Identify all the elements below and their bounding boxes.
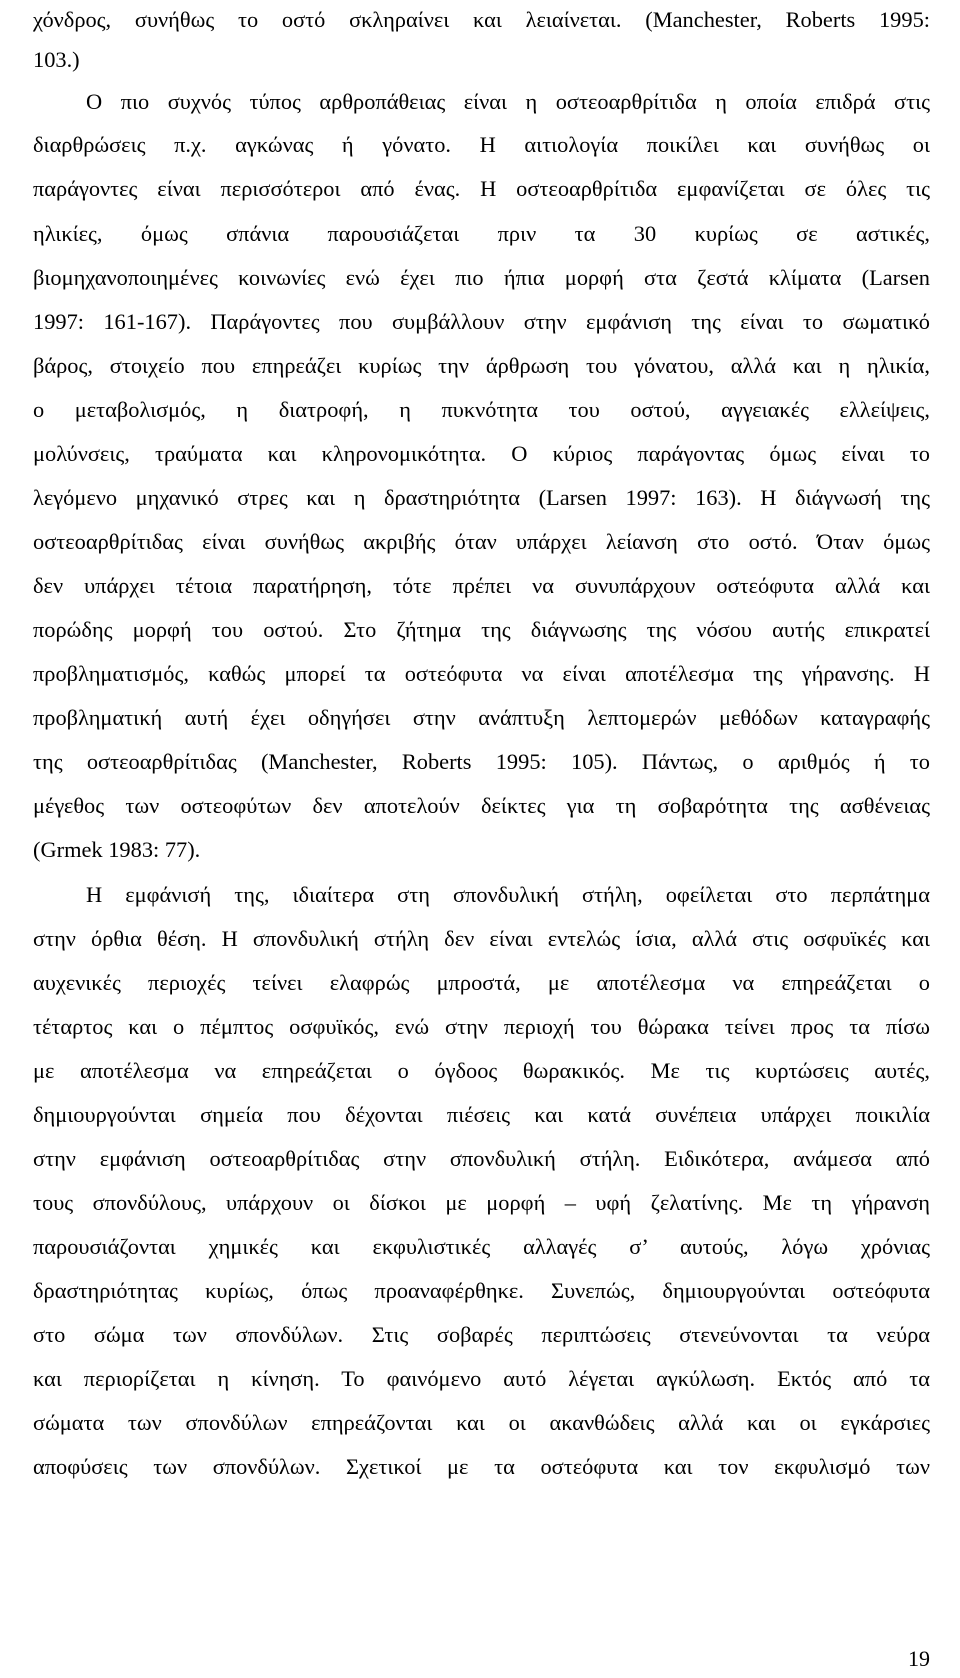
text-line: στην όρθια θέση. Η σπονδυλική στήλη δεν είναι εντελώς ίσια, αλλά στις οσφυϊκές και <box>33 926 930 951</box>
text-line: δραστηριότητας κυρίως, όπως προαναφέρθηκε. Συνεπώς, δημιουργούνται οστεόφυτα <box>33 1278 930 1303</box>
text-line: αποφύσεις των σπονδύλων. Σχετικοί με τα οστεόφυτα και τον εκφυλισμό των <box>33 1454 930 1479</box>
text-line: αυχενικές περιοχές τείνει ελαφρώς μπροστά, με αποτέλεσμα να επηρεάζεται ο <box>33 970 930 995</box>
text-line: (Grmek 1983: 77). <box>33 837 201 862</box>
text-line: μέγεθος των οστεοφύτων δεν αποτελούν δείκτες για τη σοβαρότητα της ασθένειας <box>33 793 930 818</box>
text-line: χόνδρος, συνήθως το οστό σκληραίνει και λειαίνεται. (Manchester, Roberts 1995: <box>33 7 930 32</box>
text-line: λεγόμενο μηχανικό στρες και η δραστηριότητα (Larsen 1997: 163). Η διάγνωσή της <box>33 485 930 510</box>
text-line: σώματα των σπονδύλων επηρεάζονται και οι ακανθώδεις αλλά και οι εγκάρσιες <box>33 1410 930 1435</box>
text-line: ηλικίες, όμως σπάνια παρουσιάζεται πριν τα 30 κυρίως σε αστικές, <box>33 221 930 246</box>
text-line: προβληματική αυτή έχει οδηγήσει στην ανάπτυξη λεπτομερών μεθόδων καταγραφής <box>33 705 930 730</box>
text-line: 103.) <box>33 47 80 72</box>
text-line: Ο πιο συχνός τύπος αρθροπάθειας είναι η οστεοαρθρίτιδα η οποία επιδρά στις <box>86 89 930 114</box>
text-line: ο μεταβολισμός, η διατροφή, η πυκνότητα του οστού, αγγειακές ελλείψεις, <box>33 397 930 422</box>
text-line: δημιουργούνται σημεία που δέχονται πιέσεις και κατά συνέπεια υπάρχει ποικιλία <box>33 1102 930 1127</box>
text-line: βάρος, στοιχείο που επηρεάζει κυρίως την άρθρωση του γόνατου, αλλά και η ηλικία, <box>33 353 930 378</box>
text-line: βιομηχανοποιημένες κοινωνίες ενώ έχει πιο ήπια μορφή στα ζεστά κλίματα (Larsen <box>33 265 930 290</box>
text-line: οστεοαρθρίτιδας είναι συνήθως ακριβής όταν υπάρχει λείανση στο οστό. Όταν όμως <box>33 529 930 554</box>
text-line: και περιορίζεται η κίνηση. Το φαινόμενο αυτό λέγεται αγκύλωση. Εκτός από τα <box>33 1366 930 1391</box>
text-line: στο σώμα των σπονδύλων. Στις σοβαρές περιπτώσεις στενεύνονται τα νεύρα <box>33 1322 930 1347</box>
text-line: δεν υπάρχει τέτοια παρατήρηση, τότε πρέπει να συνυπάρχουν οστεόφυτα αλλά και <box>33 573 930 598</box>
text-line: Η εμφάνισή της, ιδιαίτερα στη σπονδυλική στήλη, οφείλεται στο περπάτημα <box>86 882 930 907</box>
text-line: τους σπονδύλους, υπάρχουν οι δίσκοι με μορφή – υφή ζελατίνης. Με τη γήρανση <box>33 1190 930 1215</box>
text-line <box>33 1491 930 1531</box>
text-line: πορώδης μορφή του οστού. Στο ζήτημα της διάγνωσης της νόσου αυτής επικρατεί <box>33 617 930 642</box>
text-line: παρουσιάζονται χημικές και εκφυλιστικές αλλαγές σ’ αυτούς, λόγω χρόνιας <box>33 1234 930 1259</box>
text-line: διαρθρώσεις π.χ. αγκώνας ή γόνατο. Η αιτιολογία ποικίλει και συνήθως οι <box>33 132 930 157</box>
text-line: στην εμφάνιση οστεοαρθρίτιδας στην σπονδυλική στήλη. Ειδικότερα, ανάμεσα από <box>33 1146 930 1171</box>
text-line: προβληματισμός, καθώς μπορεί τα οστεόφυτα να είναι αποτέλεσμα της γήρανσης. Η <box>33 661 930 686</box>
text-line: της οστεοαρθρίτιδας (Manchester, Roberts 1995: 105). Πάντως, ο αριθμός ή το <box>33 749 930 774</box>
text-line: παράγοντες είναι περισσότεροι από ένας. Η οστεοαρθρίτιδα εμφανίζεται σε όλες τις <box>33 176 930 201</box>
text-line: 1997: 161-167). Παράγοντες που συμβάλλουν στην εμφάνιση της είναι το σωματικό <box>33 309 930 334</box>
text-line: με αποτέλεσμα να επηρεάζεται ο όγδοος θωρακικός. Με τις κυρτώσεις αυτές, <box>33 1058 930 1083</box>
text-line: τέταρτος και ο πέμπτος οσφυϊκός, ενώ στην περιοχή του θώρακα τείνει προς τα πίσω <box>33 1014 930 1039</box>
page-number: 19 <box>908 1646 930 1671</box>
text-line: μολύνσεις, τραύματα και κληρονομικότητα. Ο κύριος παράγοντας όμως είναι το <box>33 441 930 466</box>
